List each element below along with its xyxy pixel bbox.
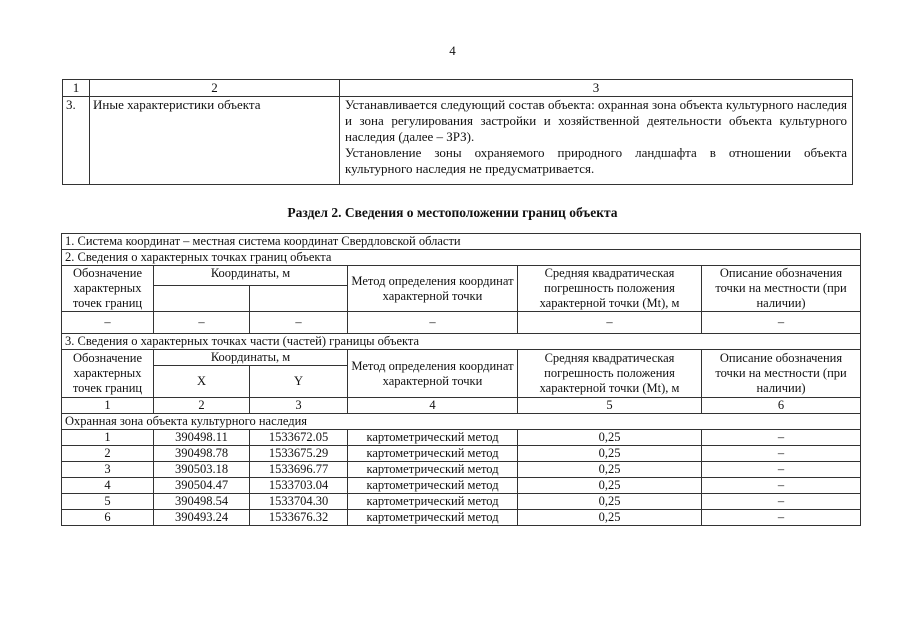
error-value: 0,25 — [518, 494, 702, 510]
error-value: 0,25 — [518, 446, 702, 462]
x-header: X — [154, 366, 250, 398]
col-header-1: 1 — [63, 80, 90, 97]
description-value: – — [702, 430, 861, 446]
description-header: Описание обозначения точки на местности (при наличии) — [702, 266, 861, 312]
col-header-3: 3 — [340, 80, 853, 97]
point-number: 4 — [62, 478, 154, 494]
description-value: – — [702, 446, 861, 462]
section-2-title-row — [62, 250, 861, 266]
zone-title: Охранная зона объекта культурного наследия — [62, 414, 861, 430]
point-number: 3 — [62, 462, 154, 478]
section-2-header-row — [62, 266, 861, 286]
x-coordinate: 390493.24 — [154, 510, 250, 526]
column-number: 5 — [518, 398, 702, 414]
cell-dash: – — [62, 312, 154, 334]
section-3-title: 3. Сведения о характерных точках части (частей) границы объекта — [62, 334, 861, 350]
method-value: картометрический метод — [348, 510, 518, 526]
table-row — [62, 446, 861, 462]
error-value: 0,25 — [518, 462, 702, 478]
boundary-points-table — [61, 233, 861, 526]
method-value: картометрический метод — [348, 478, 518, 494]
y-coordinate: 1533672.05 — [250, 430, 348, 446]
error-header: Средняя квадратическая погрешность положения характерной точки (Mt), м — [518, 266, 702, 312]
method-value: картометрический метод — [348, 446, 518, 462]
cell-dash: – — [348, 312, 518, 334]
page-number: 4 — [449, 43, 456, 58]
coordinate-system-row — [62, 234, 861, 250]
error-header: Средняя квадратическая погрешность положения характерной точки (Mt), м — [518, 350, 702, 398]
table-row — [63, 97, 853, 185]
coords-header: Координаты, м — [154, 266, 348, 286]
table-row — [62, 478, 861, 494]
column-number: 2 — [154, 398, 250, 414]
error-value: 0,25 — [518, 430, 702, 446]
zone-title-row — [62, 414, 861, 430]
point-number: 2 — [62, 446, 154, 462]
cell-dash: – — [250, 312, 348, 334]
method-value: картометрический метод — [348, 462, 518, 478]
description-value: – — [702, 462, 861, 478]
method-header: Метод определения координат характерной точки — [348, 266, 518, 312]
row-value — [340, 97, 853, 185]
method-value: картометрический метод — [348, 494, 518, 510]
column-number: 6 — [702, 398, 861, 414]
row-number: 3. — [63, 97, 90, 185]
description-value: – — [702, 478, 861, 494]
column-number: 4 — [348, 398, 518, 414]
column-number: 3 — [250, 398, 348, 414]
table-row — [62, 494, 861, 510]
y-coordinate: 1533704.30 — [250, 494, 348, 510]
description-value: – — [702, 510, 861, 526]
table-header-row — [63, 80, 853, 97]
method-header: Метод определения координат характерной точки — [348, 350, 518, 398]
object-characteristics-table — [62, 79, 853, 185]
y-coordinate: 1533675.29 — [250, 446, 348, 462]
row-label: Иные характеристики объекта — [90, 97, 340, 185]
cell-dash: – — [702, 312, 861, 334]
section-3-title-row — [62, 334, 861, 350]
point-number: 1 — [62, 430, 154, 446]
section-2-data-row — [62, 312, 861, 334]
error-value: 0,25 — [518, 510, 702, 526]
point-number: 6 — [62, 510, 154, 526]
table-row — [62, 462, 861, 478]
column-number: 1 — [62, 398, 154, 414]
y-header-empty — [250, 286, 348, 312]
coordinate-system: 1. Система координат – местная система координат Свердловской области — [62, 234, 861, 250]
table-row — [62, 510, 861, 526]
description-header: Описание обозначения точки на местности (при наличии) — [702, 350, 861, 398]
cell-dash: – — [154, 312, 250, 334]
section-3-header-row — [62, 350, 861, 366]
col-header-2: 2 — [90, 80, 340, 97]
y-coordinate: 1533696.77 — [250, 462, 348, 478]
designation-header: Обозначение характерных точек границ — [62, 350, 154, 398]
x-coordinate: 390504.47 — [154, 478, 250, 494]
y-coordinate: 1533703.04 — [250, 478, 348, 494]
designation-header: Обозначение характерных точек границ — [62, 266, 154, 312]
column-numbers-row — [62, 398, 861, 414]
x-coordinate: 390503.18 — [154, 462, 250, 478]
landscape-paragraph: Установление зоны охраняемого природного ландшафта в отношении объекта культурного наследия не предусматривается. — [345, 145, 847, 176]
table-row — [62, 430, 861, 446]
coords-header: Координаты, м — [154, 350, 348, 366]
method-value: картометрический метод — [348, 430, 518, 446]
x-header-empty — [154, 286, 250, 312]
cell-dash: – — [518, 312, 702, 334]
x-coordinate: 390498.78 — [154, 446, 250, 462]
description-value: – — [702, 494, 861, 510]
x-coordinate: 390498.11 — [154, 430, 250, 446]
error-value: 0,25 — [518, 478, 702, 494]
y-header: Y — [250, 366, 348, 398]
composition-paragraph: Устанавливается следующий состав объекта: охранная зона объекта культурного наследия и зона регулирования застройки и хозяйственной деятельности объекта культурного наследия (далее – ЗРЗ). — [345, 97, 847, 144]
y-coordinate: 1533676.32 — [250, 510, 348, 526]
section-title: Раздел 2. Сведения о местоположении границ объекта — [287, 205, 618, 220]
section-2-title: 2. Сведения о характерных точках границ объекта — [62, 250, 861, 266]
point-number: 5 — [62, 494, 154, 510]
x-coordinate: 390498.54 — [154, 494, 250, 510]
